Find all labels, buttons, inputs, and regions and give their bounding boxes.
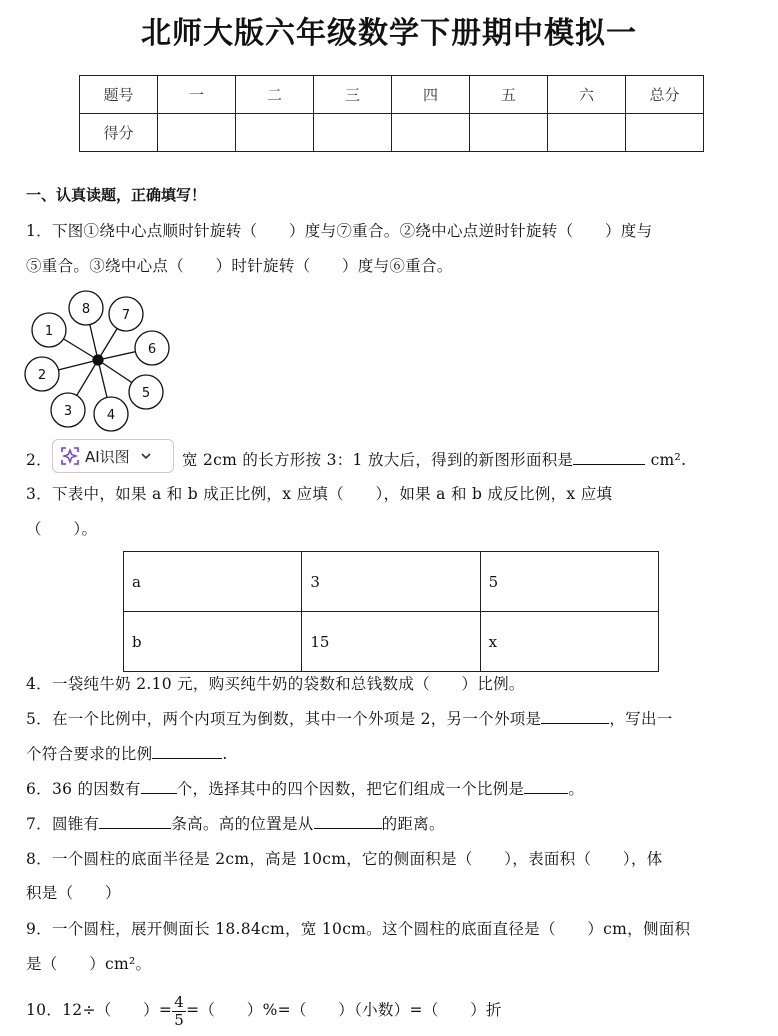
answer-blank[interactable]: [141, 779, 177, 794]
flower-rotation-figure: [22, 286, 174, 434]
question-7-text: 7．圆锥有: [26, 815, 100, 833]
score-cell[interactable]: [548, 114, 626, 152]
petal-label: 2: [37, 368, 47, 383]
question-5-text: 5．在一个比例中，两个内项互为倒数，其中一个外项是 2，另一个外项是: [26, 710, 542, 728]
table-cell: b: [124, 612, 302, 672]
score-cell[interactable]: [470, 114, 548, 152]
score-cell[interactable]: [314, 114, 392, 152]
question-9-line-1: 9．一个圆柱，展开侧面长 18.84cm，宽 10cm。这个圆柱的底面直径是（ ）cm，侧面积: [26, 920, 691, 938]
center-point: [93, 355, 103, 365]
page-title: 北师大版六年级数学下册期中模拟一: [141, 16, 637, 51]
petal-label: 6: [147, 342, 157, 357]
score-cell[interactable]: [392, 114, 470, 152]
score-cell[interactable]: [626, 114, 704, 152]
question-2-unit: cm².: [650, 451, 687, 469]
question-1-line-2: ⑤重合。③绕中心点（ ）时针旋转（ ）度与⑥重合。: [26, 257, 453, 275]
answer-blank[interactable]: [524, 779, 568, 794]
fraction-numerator: 4: [174, 992, 185, 1011]
score-table: [79, 75, 704, 152]
question-7-text: 条高。高的位置是从: [171, 815, 314, 833]
sparkle-icon: [59, 445, 81, 467]
score-header-cell: 二: [236, 76, 314, 114]
question-5-text: 个符合要求的比例: [26, 745, 153, 763]
answer-blank[interactable]: [541, 709, 609, 724]
question-5-line-2: [26, 742, 228, 764]
question-3-line-1: 3．下表中，如果 a 和 b 成正比例，x 应填（ ），如果 a 和 b 成反比例，x 应填: [26, 485, 613, 503]
score-header-cell: 总分: [626, 76, 704, 114]
question-10-text: =（ ）%=（ ）（小数）=（ ）折: [186, 1001, 502, 1019]
fraction-denominator: 5: [174, 1010, 185, 1029]
score-header-cell: 三: [314, 76, 392, 114]
question-5-text: .: [222, 745, 228, 763]
score-header-cell: 题号: [80, 76, 158, 114]
ai-button-label: AI识图: [85, 447, 130, 466]
score-table-row: [80, 114, 704, 152]
score-table-header-row: [80, 76, 704, 114]
table-cell: a: [124, 552, 302, 612]
question-6-text: 个，选择其中的四个因数，把它们组成一个比例是: [176, 780, 525, 798]
score-header-cell: 一: [158, 76, 236, 114]
ab-table: [123, 551, 659, 672]
ai-image-recognition-button[interactable]: [52, 439, 174, 473]
score-header-cell: 四: [392, 76, 470, 114]
chevron-down-icon: [140, 451, 152, 461]
question-6: [26, 777, 584, 799]
fraction: [172, 994, 186, 1029]
petal-label: 1: [44, 324, 54, 339]
score-header-cell: 五: [470, 76, 548, 114]
question-9-line-2: 是（ ）cm²。: [26, 955, 152, 973]
score-row-label: 得分: [80, 114, 158, 152]
answer-blank[interactable]: [314, 814, 382, 829]
section-title: 一、认真读题，正确填写！: [26, 186, 207, 204]
score-cell[interactable]: [236, 114, 314, 152]
question-3-line-2: （ ）。: [26, 520, 98, 538]
table-cell: 15: [302, 612, 480, 672]
table-cell: x: [480, 612, 658, 672]
petal-label: 5: [141, 386, 151, 401]
question-8-line-1: 8．一个圆柱的底面半径是 2cm，高是 10cm，它的侧面积是（ ），表面积（ ），体: [26, 850, 663, 868]
table-row: [124, 612, 659, 672]
answer-blank[interactable]: [99, 814, 171, 829]
answer-blank[interactable]: [573, 450, 645, 465]
table-row: [124, 552, 659, 612]
petal-label: 3: [63, 404, 73, 419]
question-7-text: 的距离。: [381, 815, 445, 833]
question-1-line-1: 1．下图①绕中心点顺时针旋转（ ）度与⑦重合。②绕中心点逆时针旋转（ ）度与: [26, 222, 653, 240]
question-5-line-1: [26, 707, 673, 729]
question-6-text: 。: [568, 780, 585, 798]
question-2-text: 宽 2cm 的长方形按 3：1 放大后，得到的新图形面积是: [181, 451, 574, 469]
question-10: [26, 990, 502, 1030]
petal-label: 8: [81, 302, 91, 317]
score-header-cell: 六: [548, 76, 626, 114]
question-10-text: 10．12÷（ ）=: [26, 1001, 173, 1019]
question-6-text: 6．36 的因数有: [26, 780, 141, 798]
question-4: 4．一袋纯牛奶 2.10 元，购买纯牛奶的袋数和总钱数成（ ）比例。: [26, 675, 525, 693]
answer-blank[interactable]: [152, 744, 222, 759]
table-cell: 3: [302, 552, 480, 612]
petal-label: 7: [121, 308, 131, 323]
question-2-number: 2．: [26, 451, 52, 469]
score-cell[interactable]: [158, 114, 236, 152]
petal-label: 4: [106, 408, 116, 423]
question-7: [26, 812, 445, 834]
question-8-line-2: 积是（ ）: [26, 884, 121, 902]
question-5-text: ，写出一: [609, 710, 673, 728]
table-cell: 5: [480, 552, 658, 612]
